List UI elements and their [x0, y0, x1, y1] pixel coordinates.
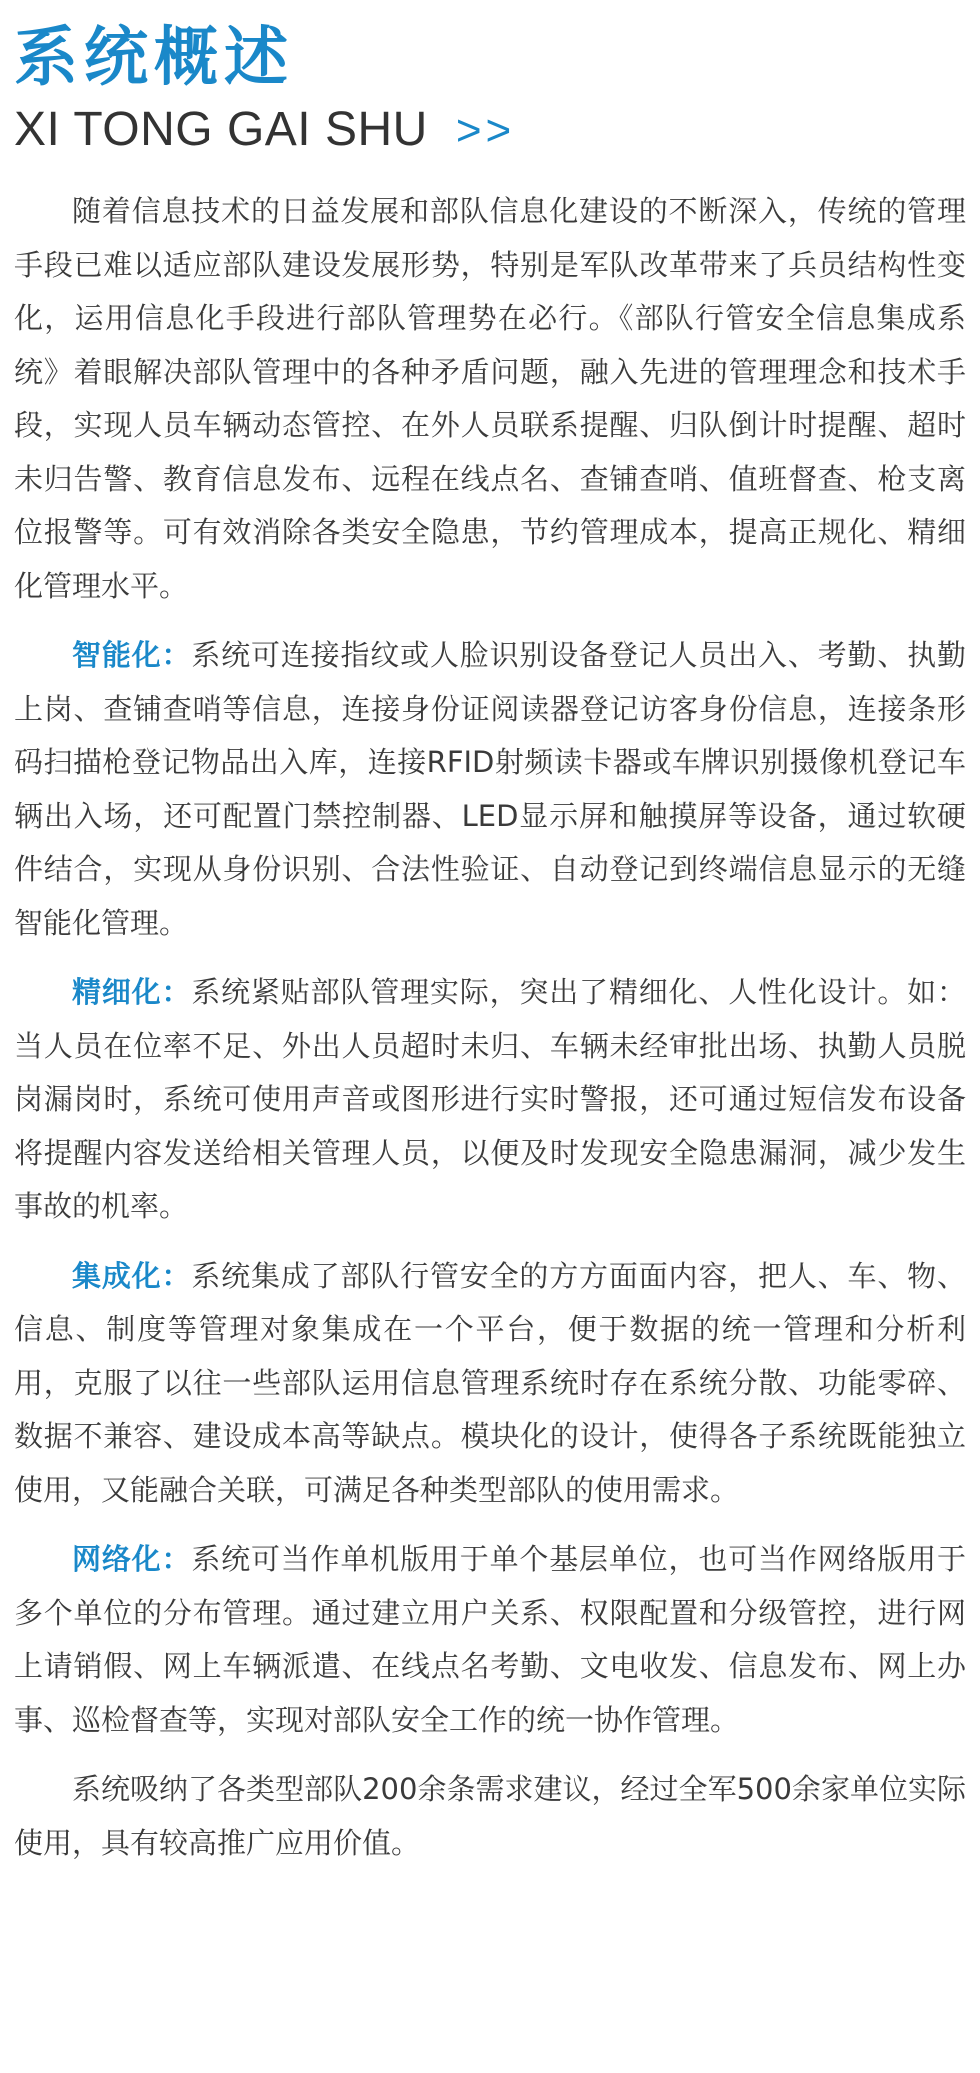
paragraph-text: 系统集成了部队行管安全的方方面面内容，把人、车、物、信息、制度等管理对象集成在一个平台，便于数据的统一管理和分析利用，克服了以往一些部队运用信息管理系统时存在系统分散、功能零碎、数据不兼容、建设成本高等缺点。模块化的设计，使得各子系统既能独立使用，又能融合关联，可满足各种类型部队的使用需求。	[14, 1258, 966, 1507]
article-body	[14, 185, 966, 1870]
paragraph-refined	[14, 966, 966, 1234]
paragraph-networked	[14, 1533, 966, 1747]
paragraph-text: 系统紧贴部队管理实际，突出了精细化、人性化设计。如：当人员在位率不足、外出人员超时未归、车辆未经审批出场、执勤人员脱岗漏岗时，系统可使用声音或图形进行实时警报，还可通过短信发布设备将提醒内容发送给相关管理人员，以便及时发现安全隐患漏洞，减少发生事故的机率。	[14, 975, 966, 1223]
page-title: 系统概述	[14, 21, 294, 95]
paragraph-text: 随着信息技术的日益发展和部队信息化建设的不断深入，传统的管理手段已难以适应部队建设发展形势，特别是军队改革带来了兵员结构性变化，运用信息化手段进行部队管理势在必行。《部队行管安全信息集成系统》着眼解决部队管理中的各种矛盾问题，融入先进的管理理念和技术手段，实现人员车辆动态管控、在外人员联系提醒、归队倒计时提醒、超时未归告警、教育信息发布、远程在线点名、查铺查哨、值班督查、枪支离位报警等。可有效消除各类安全隐患，节约管理成本，提高正规化、精细化管理水平。	[14, 194, 966, 603]
page-subtitle: XI TONG GAI SHU	[14, 103, 428, 156]
paragraph-keyword: 集成化：	[72, 1258, 192, 1293]
paragraph-intro	[14, 185, 966, 613]
paragraph-integrated	[14, 1250, 966, 1518]
double-chevron-right-icon: >>	[455, 106, 516, 155]
paragraph-keyword: 智能化：	[72, 638, 192, 672]
paragraph-text: 系统吸纳了各类型部队200余条需求建议，经过全军500余家单位实际使用，具有较高推广应用价值。	[14, 1772, 966, 1860]
subtitle-row	[14, 102, 964, 159]
section-header	[14, 18, 964, 159]
paragraph-text: 系统可当作单机版用于单个基层单位，也可当作网络版用于多个单位的分布管理。通过建立用户关系、权限配置和分级管控，进行网上请销假、网上车辆派遣、在线点名考勤、文电收发、信息发布、网上办事、巡检督查等，实现对部队安全工作的统一协作管理。	[14, 1542, 966, 1737]
paragraph-conclusion	[14, 1763, 966, 1870]
paragraph-keyword: 精细化：	[72, 975, 192, 1009]
paragraph-text: 系统可连接指纹或人脸识别设备登记人员出入、考勤、执勤上岗、查铺查哨等信息，连接身份证阅读器登记访客身份信息，连接条形码扫描枪登记物品出入库，连接RFID射频读卡器或车牌识别摄像机登记车辆出入场，还可配置门禁控制器、LED显示屏和触摸屏等设备，通过软硬件结合，实现从身份识别、合法性验证、自动登记到终端信息显示的无缝智能化管理。	[14, 638, 966, 940]
paragraph-intelligent	[14, 629, 966, 950]
paragraph-keyword: 网络化：	[72, 1542, 192, 1576]
